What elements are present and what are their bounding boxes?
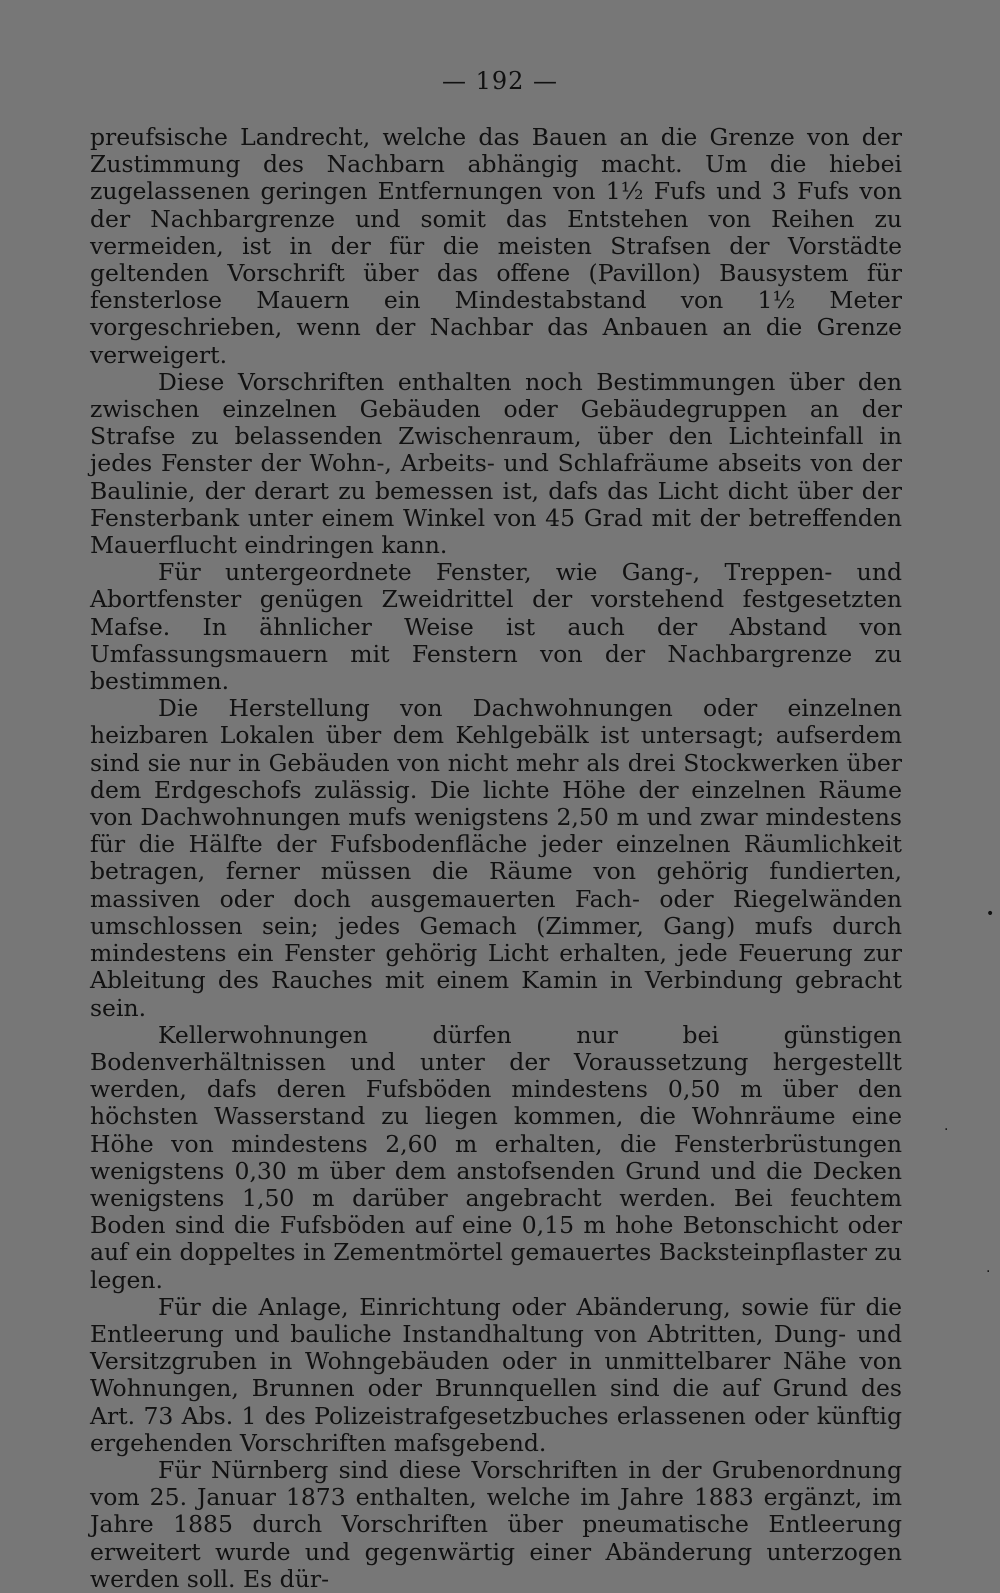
paragraph: preufsische Landrecht, welche das Bauen an die Grenze von der Zustimmung des Nachbarn abhängig macht. Um die hiebei zugelassenen geringen Entfernungen von 1½ Fufs und 3 Fufs von der Nachbargrenze und somit das Entstehen von Reihen zu vermeiden, ist in der für die meisten Strafsen der Vorstädte geltenden Vorschrift über das offene (Pavillon) Bausystem für fensterlose Mauern ein Mindestabstand von 1½ Meter vorgeschrieben, wenn der Nachbar das Anbauen an die Grenze verweigert. bbox=[90, 123, 902, 369]
margin-speck: · bbox=[944, 1122, 949, 1138]
body-text bbox=[90, 124, 902, 1593]
paragraph: Für Nürnberg sind diese Vorschriften in der Grubenordnung vom 25. Januar 1873 enthalten, welche im Jahre 1883 ergänzt, im Jahre 1885 durch Vorschriften über pneumatische Entleerung erweitert wurde und gegenwärtig einer Abänderung unterzogen werden soll. Es dür- bbox=[90, 1455, 902, 1593]
paragraph: Diese Vorschriften enthalten noch Bestimmungen über den zwischen einzelnen Gebäuden oder Gebäudegruppen an der Strafse zu belassenden Zwischenraum, über den Lichteinfall in jedes Fenster der Wohn-, Arbeits- und Schlafräume abseits von der Baulinie, der derart zu bemessen ist, dafs das Licht dicht über der Fensterbank unter einem Winkel von 45 Grad mit der betreffenden Mauerflucht eindringen kann. bbox=[90, 367, 902, 560]
margin-dot: • bbox=[986, 906, 995, 922]
paragraph: Kellerwohnungen dürfen nur bei günstigen Bodenverhältnissen und unter der Voraussetzung hergestellt werden, dafs deren Fufsböden mindestens 0,50 m über den höchsten Wasserstand zu liegen kommen, die Wohnräume eine Höhe von mindestens 2,60 m erhalten, die Fensterbrüstungen wenigstens 0,30 m über dem anstofsenden Grund und die Decken wenigstens 1,50 m darüber angebracht werden. Bei feuchtem Boden sind die Fufsböden auf eine 0,15 m hohe Betonschicht oder auf ein doppeltes in Zementmörtel gemauertes Backsteinpflaster zu legen. bbox=[90, 1020, 902, 1294]
page-number: — 192 — bbox=[441, 67, 559, 95]
margin-speck: · bbox=[986, 1264, 991, 1280]
paragraph: Für untergeordnete Fenster, wie Gang-, Treppen- und Abortfenster genügen Zweidrittel der vorstehend festgesetzten Mafse. In ähnlicher Weise ist auch der Abstand von Umfassungsmauern mit Fenstern von der Nachbargrenze zu bestimmen. bbox=[90, 558, 902, 696]
paragraph: Die Herstellung von Dachwohnungen oder einzelnen heizbaren Lokalen über dem Kehlgebälk ist untersagt; aufserdem sind sie nur in Gebäuden von nicht mehr als drei Stockwerken über dem Erdgeschofs zulässig. Die lichte Höhe der einzelnen Räume von Dachwohnungen mufs wenigstens 2,50 m und zwar mindestens für die Hälfte der Fufsbodenfläche jeder einzelnen Räumlichkeit betragen, ferner müssen die Räume von gehörig fundierten, massiven oder doch ausgemauerten Fach- oder Riegelwänden umschlossen sein; jedes Gemach (Zimmer, Gang) mufs durch mindestens ein Fenster gehörig Licht erhalten, jede Feuerung zur Ableitung des Rauches mit einem Kamin in Verbindung gebracht sein. bbox=[90, 694, 902, 1022]
paragraph: Für die Anlage, Einrichtung oder Abänderung, sowie für die Entleerung und bauliche Instandhaltung von Abtritten, Dung- und Versitzgruben in Wohngebäuden oder in unmittelbarer Nähe von Wohnungen, Brunnen oder Brunnquellen sind die auf Grund des Art. 73 Abs. 1 des Polizeistrafgesetzbuches erlassenen oder künftig ergehenden Vorschriften mafsgebend. bbox=[90, 1292, 902, 1457]
